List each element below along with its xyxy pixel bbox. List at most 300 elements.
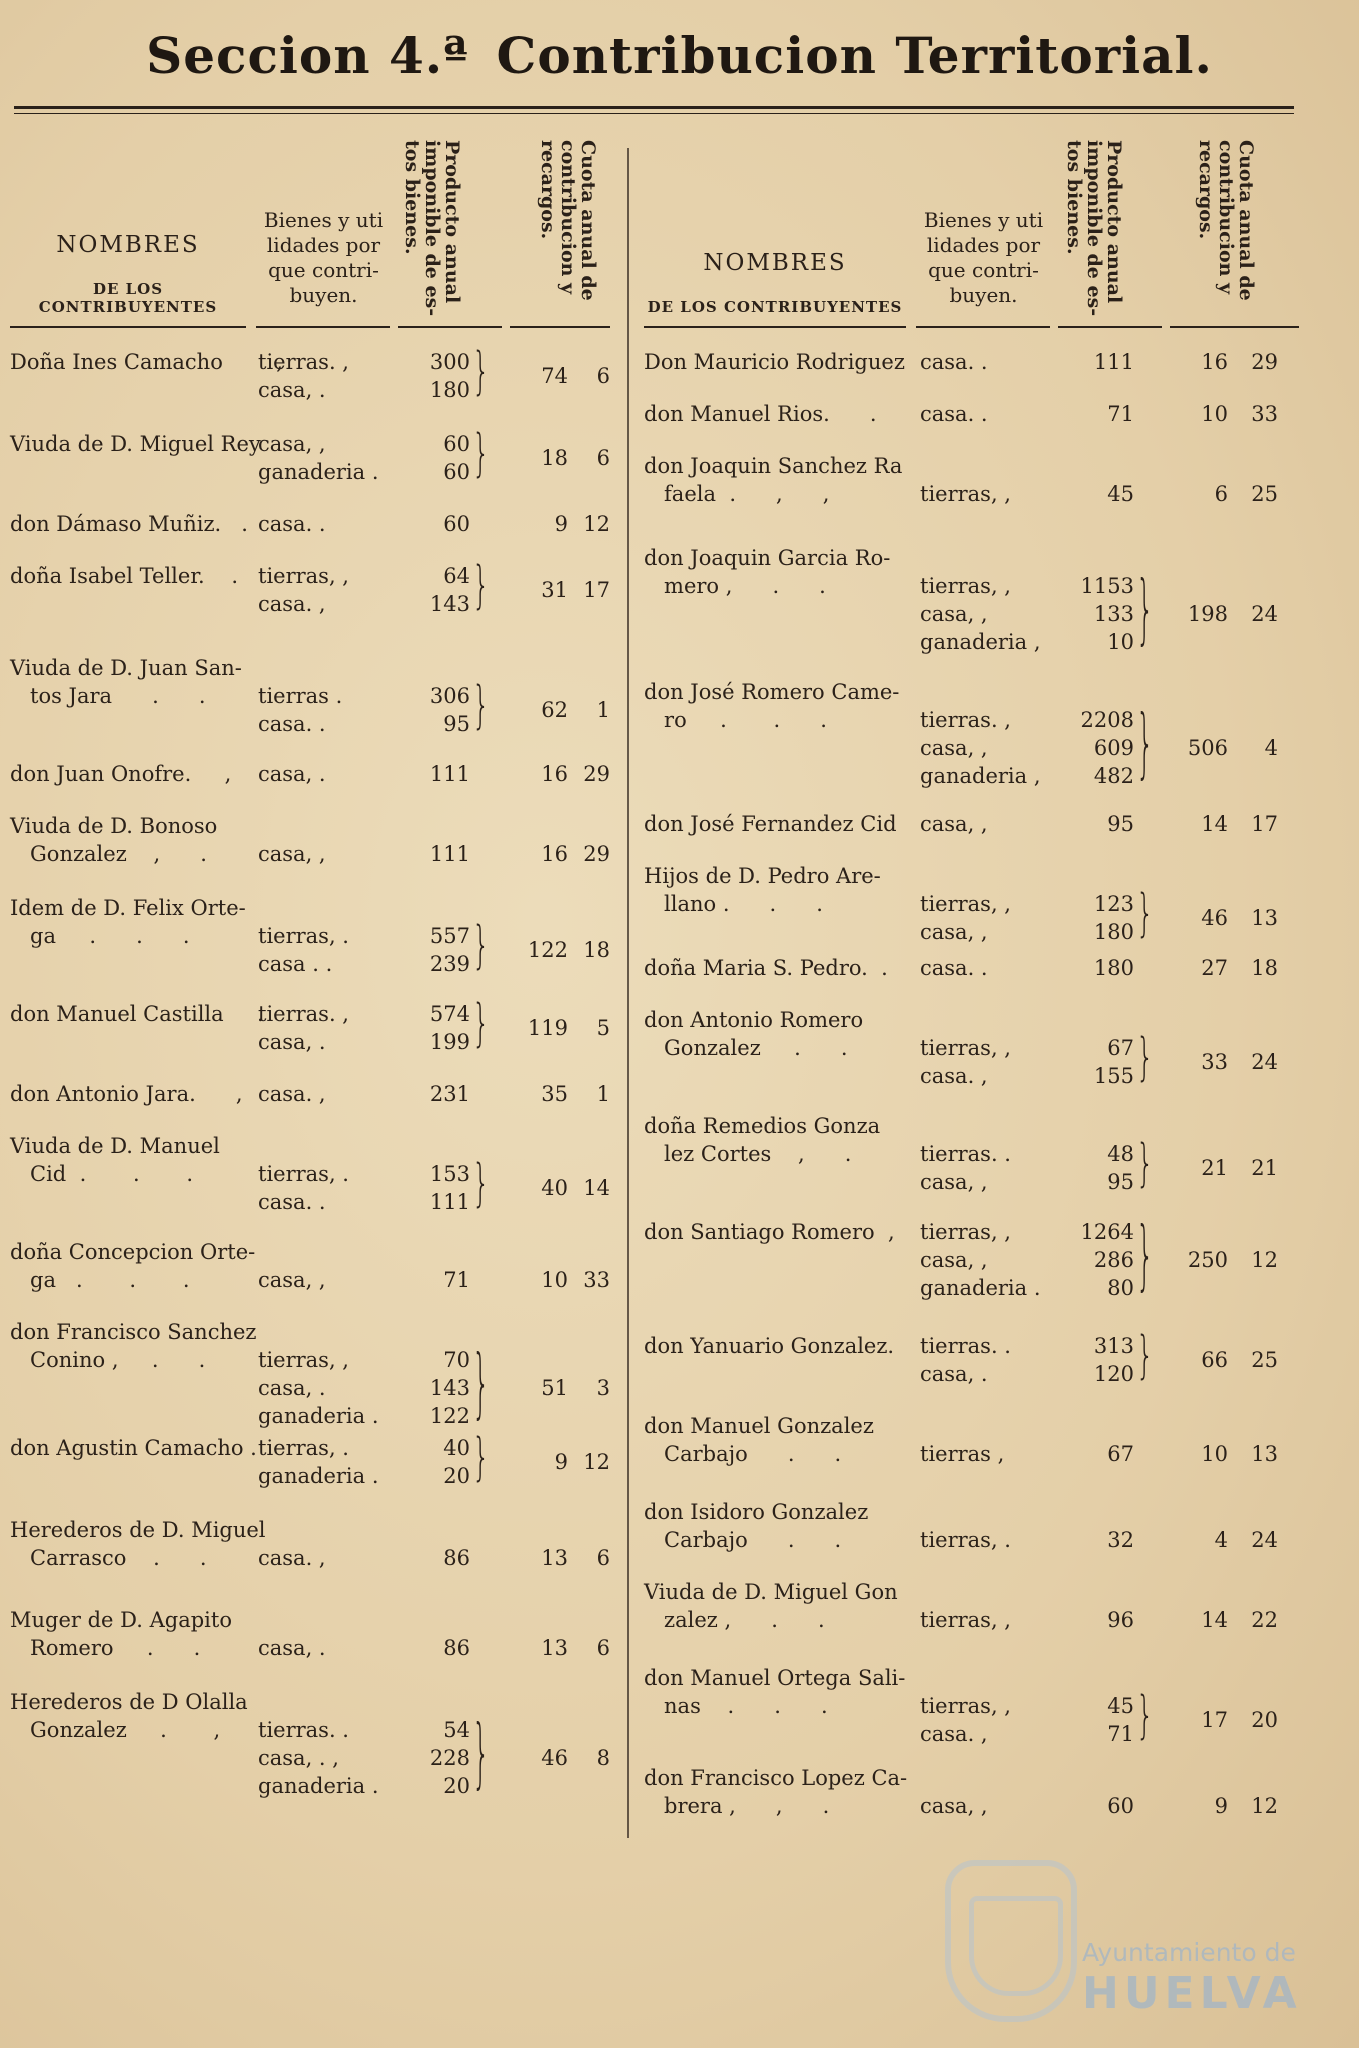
- property-type: [920, 1112, 1011, 1140]
- contributor-name-line: Don Mauricio Rodriguez: [644, 350, 905, 374]
- taxable-product: [1074, 1332, 1134, 1388]
- property-type: casa. .: [258, 1190, 326, 1214]
- annual-quota-fraction: 13: [1251, 906, 1278, 930]
- annual-quota: 198: [1187, 602, 1228, 626]
- property-type: tierras. .: [258, 1718, 349, 1742]
- taxable-product: [408, 1318, 470, 1430]
- annual-quota: 10: [1201, 1442, 1228, 1466]
- property-type: tierras. .: [920, 1334, 1011, 1358]
- curly-brace: }: [1136, 1133, 1154, 1193]
- annual-quota-fraction: 33: [1251, 402, 1278, 426]
- property-type: [258, 1318, 379, 1346]
- taxable-product-value: [1074, 1412, 1134, 1440]
- property-type: casa, ,: [258, 1268, 326, 1292]
- taxable-product-value: 20: [443, 1464, 470, 1488]
- annual-quota-fraction: 6: [596, 1546, 610, 1570]
- contributor-name-line: Viuda de D. Miguel Gon: [644, 1580, 898, 1604]
- property-types: [258, 1318, 379, 1430]
- annual-quota: 13: [541, 1546, 568, 1570]
- annual-quota-fraction: 17: [1251, 812, 1278, 836]
- producto-header-line: tos bienes.: [401, 140, 423, 255]
- bienes-header-line: lidades por: [266, 233, 381, 257]
- taxable-product: [408, 1434, 470, 1490]
- contributor-name-line: don Antonio Jara. ,: [10, 1082, 243, 1106]
- taxable-product-value: 111: [429, 842, 470, 866]
- property-types: [920, 1764, 988, 1820]
- taxable-product: [1074, 544, 1134, 656]
- taxable-product: [408, 510, 470, 538]
- curly-brace: }: [472, 1338, 490, 1428]
- property-type: tierras, ,: [920, 892, 1011, 916]
- taxable-product-value: [408, 1238, 470, 1266]
- property-types: [920, 1112, 1011, 1196]
- taxable-product-value: 96: [1107, 1608, 1134, 1632]
- property-types: [920, 348, 988, 376]
- cuota-header-line: contribucion y: [557, 140, 579, 295]
- property-types: [258, 1434, 379, 1490]
- annual-quota-fraction: 12: [1251, 1794, 1278, 1818]
- taxable-product-value: 86: [443, 1636, 470, 1660]
- taxable-product-value: 60: [443, 460, 470, 484]
- property-type: tierras, .: [258, 1162, 349, 1186]
- taxable-product-value: [1074, 1498, 1134, 1526]
- contributor-name-line: nas . . .: [644, 1694, 828, 1718]
- property-type: casa, ,: [920, 736, 988, 760]
- title-rule-thin: [14, 113, 1294, 114]
- taxable-product-value: [408, 812, 470, 840]
- contributor-name-line: brera , , .: [644, 1794, 830, 1818]
- bienes-header-line: Bienes y uti: [923, 208, 1044, 232]
- property-type: casa, ,: [920, 1248, 988, 1272]
- bienes-header-line: que contri-: [928, 258, 1039, 282]
- taxable-product-value: 20: [443, 1774, 470, 1798]
- property-type: casa, .: [258, 762, 326, 786]
- curly-brace: }: [1136, 1325, 1154, 1385]
- property-type: tierras, .: [258, 1436, 349, 1460]
- taxable-product-value: 609: [1093, 736, 1134, 760]
- property-type: tierras ,: [920, 1442, 1005, 1466]
- annual-quota-fraction: 6: [596, 446, 610, 470]
- taxable-product-value: 122: [429, 1404, 470, 1428]
- property-type: tierras, ,: [920, 574, 1011, 598]
- contributor-name-line: don Manuel Ortega Sali-: [644, 1666, 906, 1690]
- annual-quota-fraction: 6: [596, 1636, 610, 1660]
- property-type: ganaderia .: [258, 1464, 379, 1488]
- property-type: casa . .: [258, 952, 333, 976]
- header-rule: [644, 326, 906, 328]
- property-type: casa. ,: [920, 1064, 988, 1088]
- taxable-product-value: 71: [1107, 1722, 1134, 1746]
- contributor-name: [10, 562, 238, 590]
- taxable-product: [1074, 348, 1134, 376]
- contributor-name: [644, 1764, 907, 1820]
- taxable-product-value: 45: [1107, 482, 1134, 506]
- contributor-name-line: don José Romero Came-: [644, 680, 900, 704]
- contributor-name-line: don Manuel Castilla .: [10, 1002, 264, 1026]
- contributor-name-line: don Santiago Romero ,: [644, 1220, 895, 1244]
- property-type: tierras, ,: [258, 564, 349, 588]
- contributor-name-line: don José Fernandez Cid: [644, 812, 897, 836]
- taxable-product-value: 70: [443, 1348, 470, 1372]
- producto-header-line: imponible de es-: [421, 140, 443, 317]
- taxable-product: [1074, 400, 1134, 428]
- taxable-product: [1074, 1764, 1134, 1820]
- watermark-line2: HUELVA: [1082, 1968, 1302, 2019]
- contributor-name-line: zalez , . .: [644, 1608, 825, 1632]
- property-type: casa. .: [920, 956, 988, 980]
- annual-quota-fraction: 12: [583, 512, 610, 536]
- property-types: [258, 510, 326, 538]
- property-types: [258, 812, 326, 868]
- contributor-name-line: don Francisco Lopez Ca-: [644, 1766, 908, 1790]
- property-type: casa, .: [258, 378, 326, 402]
- contributor-name-line: Viuda de D. Juan San-: [10, 656, 242, 680]
- property-type: [920, 862, 1011, 890]
- taxable-product: [1074, 954, 1134, 982]
- contributor-name-line: Viuda de D. Bonoso: [10, 814, 218, 838]
- taxable-product: [1074, 810, 1134, 838]
- names-header: [644, 250, 906, 316]
- taxable-product-value: 45: [1107, 1694, 1134, 1718]
- property-type: casa, ,: [920, 920, 988, 944]
- header-rule: [916, 326, 1050, 328]
- curly-brace: }: [472, 1708, 490, 1798]
- property-type: tierras, ,: [920, 1694, 1011, 1718]
- taxable-product-value: 482: [1093, 764, 1134, 788]
- annual-quota: 17: [1201, 1708, 1228, 1732]
- contributor-name-line: don Joaquin Sanchez Ra: [644, 454, 903, 478]
- taxable-product-value: [408, 1318, 470, 1346]
- column-divider: [627, 148, 629, 1838]
- contributor-name: [10, 1688, 248, 1744]
- contributor-name: [644, 544, 890, 600]
- page-title: [0, 26, 1359, 85]
- title-rule: [14, 106, 1294, 109]
- bienes-header-line: que contri-: [268, 258, 379, 282]
- table-header: [10, 138, 610, 328]
- property-type: casa. ,: [258, 1546, 326, 1570]
- contributor-name: [644, 1332, 894, 1360]
- taxable-product-value: 123: [1093, 892, 1134, 916]
- contributor-name-line: doña Isabel Teller. .: [10, 564, 239, 588]
- annual-quota-fraction: 22: [1251, 1608, 1278, 1632]
- property-type: [258, 1132, 349, 1160]
- property-type: [920, 544, 1041, 572]
- contributor-name-line: Gonzalez . .: [644, 1036, 848, 1060]
- names-header-title: NOMBRES: [703, 250, 847, 276]
- names-header-sub: DE LOS CONTRIBUYENTES: [38, 280, 218, 316]
- property-type: casa. .: [920, 350, 988, 374]
- property-type: casa, ,: [258, 842, 326, 866]
- property-types: [920, 1218, 1041, 1302]
- curly-brace: }: [1136, 564, 1154, 654]
- section-label: Seccion 4.ª: [146, 26, 469, 85]
- producto-header-line: tos bienes.: [1063, 140, 1085, 255]
- header-rule: [1170, 326, 1299, 328]
- contributor-name-line: faela . , ,: [644, 482, 830, 506]
- contributor-name-line: Herederos de D. Miguel: [10, 1518, 266, 1542]
- contributor-name: [10, 812, 217, 868]
- taxable-product: [408, 1606, 470, 1662]
- contributor-name-line: don Dámaso Muñiz. .: [10, 512, 248, 536]
- contributor-name-line: lez Cortes , .: [644, 1142, 852, 1166]
- taxable-product-value: 86: [443, 1546, 470, 1570]
- taxable-product-value: 313: [1093, 1334, 1134, 1358]
- contributor-name-line: don Manuel Gonzalez: [644, 1414, 874, 1438]
- property-type: [258, 1516, 326, 1544]
- annual-quota-fraction: 4: [1264, 736, 1278, 760]
- taxable-product-value: 60: [443, 512, 470, 536]
- taxable-product-value: [1074, 1578, 1134, 1606]
- contributor-name-line: Doña Ines Camacho ,: [10, 350, 283, 374]
- curly-brace: }: [1136, 1685, 1154, 1745]
- contributor-name-line: Muger de D. Agapito: [10, 1608, 232, 1632]
- taxable-product-value: 239: [429, 952, 470, 976]
- taxable-product: [408, 894, 470, 978]
- property-type: casa, ,: [920, 602, 988, 626]
- taxable-product: [408, 1080, 470, 1108]
- taxable-product-value: [1074, 678, 1134, 706]
- contributor-name-line: Idem de D. Felix Orte-: [10, 896, 246, 920]
- taxable-product-value: [1074, 1664, 1134, 1692]
- property-type: [258, 812, 326, 840]
- taxable-product: [408, 430, 470, 486]
- contributor-name-line: don Agustin Camacho .: [10, 1436, 257, 1460]
- contributor-name-line: ga . . .: [10, 924, 190, 948]
- contributor-name: [10, 1000, 264, 1028]
- producto-header-line: Producto anual: [1103, 140, 1125, 304]
- taxable-product-value: 228: [429, 1746, 470, 1770]
- property-types: [920, 452, 1011, 508]
- contributor-name-line: ga . . .: [10, 1268, 190, 1292]
- property-type: tierras. ,: [258, 1002, 349, 1026]
- taxable-product-value: 95: [1107, 812, 1134, 836]
- bienes-header-line: Bienes y uti: [263, 208, 384, 232]
- taxable-product: [1074, 1218, 1134, 1302]
- contributor-name-line: don Manuel Rios. .: [644, 402, 877, 426]
- curly-brace: }: [472, 1427, 490, 1487]
- header-rule: [1058, 326, 1162, 328]
- taxable-product-value: [408, 1516, 470, 1544]
- contributor-name: [644, 452, 902, 508]
- taxable-product-value: [1074, 1764, 1134, 1792]
- annual-quota: 18: [541, 446, 568, 470]
- taxable-product-value: 306: [429, 684, 470, 708]
- huelva-seal-watermark: [945, 1860, 1077, 2022]
- property-type: tierras. ,: [920, 708, 1011, 732]
- property-type: casa, .: [258, 1376, 326, 1400]
- contributor-name: [644, 1218, 895, 1246]
- taxable-product-value: [408, 894, 470, 922]
- curly-brace: }: [472, 555, 490, 615]
- annual-quota: 66: [1201, 1348, 1228, 1372]
- annual-quota-fraction: 25: [1251, 1348, 1278, 1372]
- property-type: casa. ,: [920, 1722, 988, 1746]
- taxable-product-value: [408, 654, 470, 682]
- annual-quota: 74: [541, 364, 568, 388]
- taxable-product-value: 300: [429, 350, 470, 374]
- taxable-product: [1074, 862, 1134, 946]
- property-type: [258, 1688, 379, 1716]
- property-type: [920, 1664, 1011, 1692]
- annual-quota: 9: [554, 512, 568, 536]
- annual-quota-fraction: 8: [596, 1746, 610, 1770]
- contributor-name: [644, 810, 897, 838]
- taxable-product: [408, 812, 470, 868]
- annual-quota: 62: [541, 698, 568, 722]
- property-type: [920, 1412, 1004, 1440]
- property-types: [258, 430, 379, 486]
- taxable-product-value: 111: [429, 762, 470, 786]
- taxable-product-value: 95: [1107, 1170, 1134, 1194]
- property-type: casa, ,: [258, 432, 326, 456]
- cuota-header-line: recargos.: [1195, 140, 1217, 240]
- contributor-name: [644, 1412, 874, 1468]
- section-title: Contribucion Territorial.: [496, 26, 1213, 85]
- contributor-name-line: Viuda de D. Manuel: [10, 1134, 220, 1158]
- contributor-name-line: Carrasco . .: [10, 1546, 207, 1570]
- producto-header: [1064, 140, 1124, 318]
- names-header: [10, 232, 246, 316]
- annual-quota-fraction: 5: [596, 1016, 610, 1040]
- taxable-product: [408, 562, 470, 618]
- property-type: ganaderia .: [258, 1774, 379, 1798]
- taxable-product-value: [408, 1688, 470, 1716]
- property-type: tierras. .: [920, 1142, 1011, 1166]
- property-types: [258, 1238, 326, 1294]
- taxable-product-value: 120: [1093, 1362, 1134, 1386]
- annual-quota: 46: [541, 1746, 568, 1770]
- contributor-name-line: doña Maria S. Pedro. .: [644, 956, 888, 980]
- curly-brace: }: [1136, 698, 1154, 788]
- property-type: ganaderia .: [258, 1404, 379, 1428]
- taxable-product: [1074, 1498, 1134, 1554]
- annual-quota: 31: [541, 578, 568, 602]
- property-type: [258, 1606, 326, 1634]
- annual-quota-fraction: 18: [583, 938, 610, 962]
- annual-quota: 250: [1187, 1248, 1228, 1272]
- producto-header-line: imponible de es-: [1083, 140, 1105, 317]
- annual-quota-fraction: 6: [596, 364, 610, 388]
- contributor-name: [10, 654, 242, 710]
- contributor-name: [644, 1006, 863, 1062]
- property-types: [258, 760, 326, 788]
- property-types: [258, 1516, 326, 1572]
- annual-quota: 16: [1201, 350, 1228, 374]
- annual-quota-fraction: 29: [583, 842, 610, 866]
- property-type: tierras. ,: [258, 350, 349, 374]
- taxable-product: [1074, 1006, 1134, 1090]
- taxable-product-value: 95: [443, 712, 470, 736]
- contributor-name-line: Romero . .: [10, 1636, 201, 1660]
- seal-inner-shield: [969, 1896, 1063, 1996]
- bienes-header: [256, 208, 391, 308]
- property-types: [920, 1498, 1011, 1554]
- property-types: [920, 810, 988, 838]
- contributor-name: [644, 348, 905, 376]
- taxable-product: [408, 1132, 470, 1216]
- taxable-product-value: 143: [429, 1376, 470, 1400]
- property-types: [920, 1006, 1011, 1090]
- property-type: tierras .: [258, 684, 343, 708]
- taxable-product-value: 199: [429, 1030, 470, 1054]
- contributor-name: [10, 1606, 232, 1662]
- property-type: [920, 1578, 1011, 1606]
- property-type: [920, 1006, 1011, 1034]
- contributor-name-line: ro . . .: [644, 708, 827, 732]
- contributor-name-line: Gonzalez , .: [10, 842, 207, 866]
- contributor-name-line: don Juan Onofre. ,: [10, 762, 232, 786]
- annual-quota: 51: [541, 1376, 568, 1400]
- taxable-product-value: 10: [1107, 630, 1134, 654]
- annual-quota-fraction: 18: [1251, 956, 1278, 980]
- annual-quota: 506: [1187, 736, 1228, 760]
- taxable-product-value: 143: [429, 592, 470, 616]
- annual-quota-fraction: 21: [1251, 1156, 1278, 1180]
- property-type: [920, 1764, 988, 1792]
- taxable-product-value: 32: [1107, 1528, 1134, 1552]
- taxable-product-value: 48: [1107, 1142, 1134, 1166]
- taxable-product-value: 80: [1107, 1276, 1134, 1300]
- annual-quota: 46: [1201, 906, 1228, 930]
- annual-quota: 119: [527, 1016, 568, 1040]
- property-type: ganaderia .: [258, 460, 379, 484]
- annual-quota-fraction: 29: [1251, 350, 1278, 374]
- producto-header-line: Producto anual: [441, 140, 463, 304]
- annual-quota-fraction: 12: [1251, 1248, 1278, 1272]
- contributor-name-line: Conino , . .: [10, 1348, 206, 1372]
- property-type: [920, 452, 1011, 480]
- property-type: casa. .: [258, 512, 326, 536]
- contributor-name-line: Carbajo . .: [644, 1528, 842, 1552]
- taxable-product: [1074, 1578, 1134, 1634]
- taxable-product: [408, 1688, 470, 1800]
- property-types: [258, 654, 342, 738]
- annual-quota: 14: [1201, 1608, 1228, 1632]
- annual-quota: 10: [541, 1268, 568, 1292]
- contributor-name-line: Hijos de D. Pedro Are-: [644, 864, 881, 888]
- taxable-product-value: [1074, 452, 1134, 480]
- taxable-product-value: 40: [443, 1436, 470, 1460]
- header-rule: [10, 326, 246, 328]
- curly-brace: }: [472, 915, 490, 975]
- taxable-product-value: 111: [1093, 350, 1134, 374]
- property-types: [920, 544, 1041, 656]
- contributor-name: [10, 510, 248, 538]
- property-type: [258, 894, 349, 922]
- property-type: tierras, ,: [920, 1036, 1011, 1060]
- contributor-name-line: don Isidoro Gonzalez: [644, 1500, 869, 1524]
- annual-quota: 16: [541, 842, 568, 866]
- property-types: [258, 1606, 326, 1662]
- taxable-product-value: [1074, 862, 1134, 890]
- property-type: casa, ,: [920, 1794, 988, 1818]
- taxable-product-value: 153: [429, 1162, 470, 1186]
- header-rule: [398, 326, 502, 328]
- property-type: tierras, .: [920, 1528, 1011, 1552]
- watermark-line1: Ayuntamiento de: [1082, 1938, 1296, 1967]
- annual-quota-fraction: 33: [583, 1268, 610, 1292]
- taxable-product-value: 64: [443, 564, 470, 588]
- property-types: [258, 1688, 379, 1800]
- taxable-product: [408, 760, 470, 788]
- property-types: [258, 1000, 349, 1056]
- property-type: [920, 1498, 1011, 1526]
- annual-quota: 4: [1214, 1528, 1228, 1552]
- taxable-product: [408, 654, 470, 738]
- annual-quota: 27: [1201, 956, 1228, 980]
- property-type: casa. ,: [258, 592, 326, 616]
